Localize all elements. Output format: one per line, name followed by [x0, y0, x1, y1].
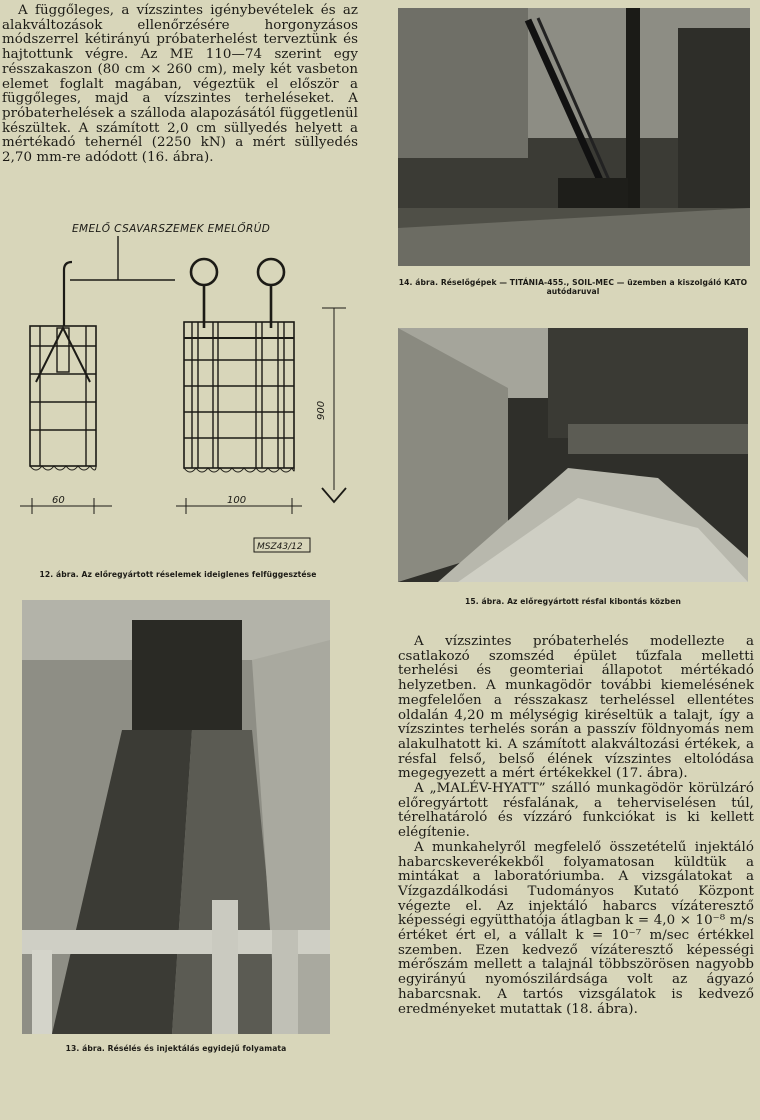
intro-paragraph: A függőleges, a vízszintes igénybevételek és az alakváltozások ellenőrzésére horgonyzásos módszerrel kétirányú próbaterhelést terveztünk és hajtottunk végre. Az ME 110—74 szerint egy résszakaszon (80 cm × 260 cm), mely két vasbeton elemet foglalt magában, végeztük el először a függőleges, majd a vízszintes terheléseket. A próbaterhelések a szálloda alapozásától függetlenül készültek. A számított 2,0 cm süllyedés helyett a mértékadó tehernél (2250 kN) a mért süllyedés 2,70 mm-re adódott (16. ábra).	[2, 3, 358, 166]
paragraph-grout-tests: A munkahelyről megfelelő összetételű injektáló habarcskeverékekből folyamatosan küldtük a mintákat a laboratóriumba. A vizsgálatokat a Vízgazdálkodási Tudományos Kutató Központ végezte el. Az injektáló habarcs vízáteresztő képességi együtthatója átlagban k = 4,0 × 10⁻⁸ m/s értéket ért el, a vállalt k = 10⁻⁷ m/sec értékkel szemben. Ezen kedvező vízáteresztő képességi mérőszám mellett a talajnál többszörösen nagyobb egyirányú nyomószilárdsága volt az ágyazó habarcsnak. A tartós vizsgálatok is kedvező eredményeket mutattak (18. ábra).	[398, 839, 754, 1017]
figure-12-stamp: MSZ43/12	[257, 542, 303, 552]
figure-14-photo	[398, 8, 750, 266]
figure-12-caption: 12. ábra. Az előregyártott réselemek ideiglenes felfüggesztése	[39, 570, 317, 579]
paragraph-horizontal-load: A vízszintes próbaterhelés modellezte a csatlakozó szomszéd épület tűzfala melletti terhelési és geomteriai állapotot mértékadó helyzetben. A munkagödör további kiemelésének megfelelően a résszakasz terheléssel ellentétes oldalán 4,20 m mélységig kiréseltük a talajt, így a vízszintes terhelés során a passzív földnyomás nem alakulhatott ki. A számított alakváltozási értékek, a résfal felső, belső élének vízszintes eltolódása megegyezett a mért értékekkel (17. ábra).	[398, 634, 754, 782]
figure-12-drawing	[0, 210, 360, 560]
figure-12-dim-height: 900	[316, 400, 327, 420]
figure-12-dim-right: 100	[227, 495, 247, 506]
figure-13-photo	[22, 600, 330, 1034]
intro-text-block	[2, 4, 358, 166]
figure-12-dim-left: 60	[52, 495, 65, 506]
figure-15-caption: 15. ábra. Az előregyártott résfal kibontás közben	[465, 597, 681, 606]
figure-13-caption: 13. ábra. Résélés és injektálás egyidejű folyamata	[65, 1044, 287, 1053]
figure-15-photo	[398, 328, 748, 582]
paragraph-wall-function: A „MALÉV-HYATT” szálló munkagödör körülzáró előregyártott résfalának, a teherviselésen túl, térelhatároló és vízzáró funkciókat is ki kellett elégítenie.	[398, 781, 754, 841]
right-text-block	[398, 635, 754, 1017]
figure-12-top-label: EMELŐ CSAVARSZEMEK EMELŐRÚD	[72, 223, 271, 235]
figure-14-caption: 14. ábra. Réselőgépek — TITÁNIA-455., SOIL-MEC — üzemben a kiszolgáló KATO autódaruval	[398, 278, 748, 296]
